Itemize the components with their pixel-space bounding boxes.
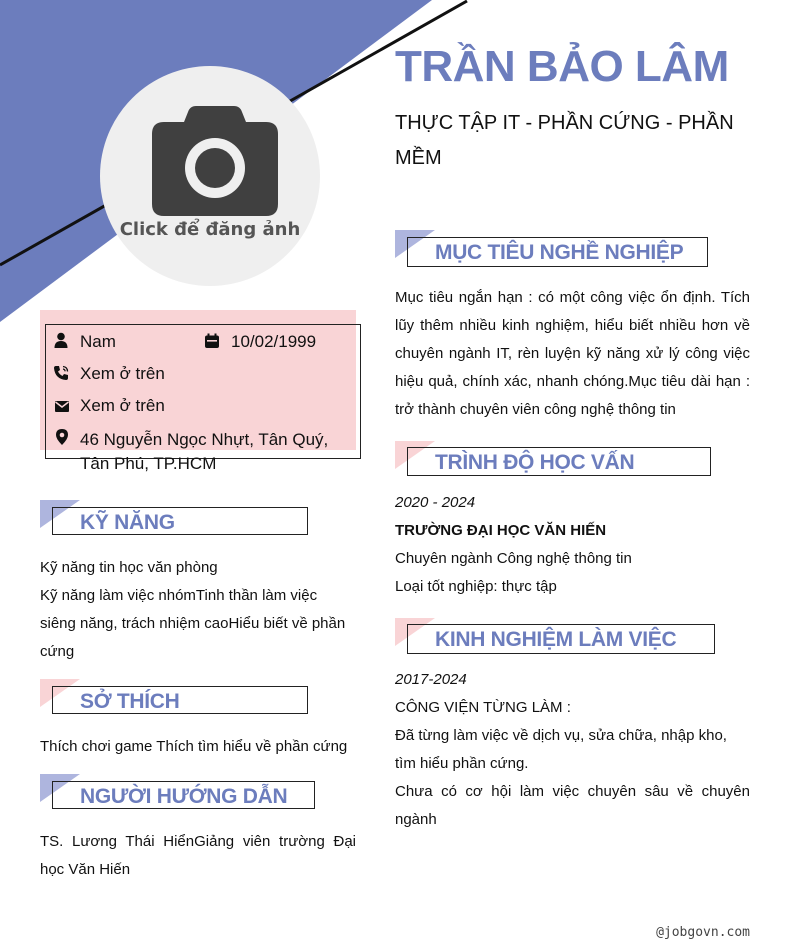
skills-text: Kỹ năng tin học văn phòng Kỹ năng làm việc nhómTinh thần làm việc siêng năng, trách nhiệm caoHiểu biết về phần cứng [40, 559, 346, 660]
education-grade: Loại tốt nghiệp: thực tập [395, 578, 557, 595]
objective-text: Mục tiêu ngắn hạn : có một công việc ổn định. Tích lũy thêm nhiều kinh nghiệm, hiểu biết nhiều hơn về chuyên ngành IT, rèn luyện kỹ năng xử lý công việc hiệu quả, chính xác, nhanh chóng.Mục tiêu dài hạn : trở thành chuyên viên công nghệ thông tin [395, 289, 750, 418]
experience-company: CÔNG VIỆN TỪNG LÀM : [395, 699, 571, 716]
calendar-icon [204, 333, 220, 349]
objective-title: MỤC TIÊU NGHỀ NGHIỆP [435, 241, 684, 264]
job-position: THỰC TẬP IT - PHẦN CỨNG - PHẦN MỀM [395, 112, 734, 169]
address-value: 46 Nguyễn Ngọc Nhựt, Tân Quý, Tân Phú, TP.HCM [80, 430, 329, 473]
experience-desc-1: Đã từng làm việc về dịch vụ, sửa chữa, nhập kho, tìm hiểu phần cứng. [395, 727, 727, 772]
footer-brand: @jobgovn.com [656, 925, 750, 940]
phone-icon [53, 365, 69, 381]
camera-icon [152, 106, 278, 216]
mentor-title: NGƯỜI HƯỚNG DẪN [80, 785, 288, 808]
photo-upload[interactable] [100, 66, 320, 286]
dob-value: 10/02/1999 [231, 332, 317, 351]
personal-info [45, 324, 361, 473]
candidate-name: TRẦN BẢO LÂM [395, 42, 729, 91]
photo-label: Click để đăng ảnh [119, 219, 301, 240]
experience-desc-2: Chưa có cơ hội làm việc chuyên sâu về chuyên ngành [395, 783, 750, 828]
experience-title: KINH NGHIỆM LÀM VIỆC [435, 628, 677, 651]
location-icon [54, 429, 70, 445]
education-title: TRÌNH ĐỘ HỌC VẤN [435, 451, 635, 474]
phone-value: Xem ở trên [80, 364, 165, 383]
person-icon [53, 332, 69, 348]
mentor-text: TS. Lương Thái HiểnGiảng viên trường Đại học Văn Hiến [40, 833, 356, 878]
hobbies-text: Thích chơi game Thích tìm hiểu về phần cứng [40, 738, 348, 755]
education-school: TRƯỜNG ĐẠI HỌC VĂN HIẾN [395, 522, 607, 539]
skills-title: KỸ NĂNG [80, 511, 175, 534]
gender-value: Nam [80, 332, 116, 351]
experience-period: 2017-2024 [395, 671, 467, 688]
email-icon [54, 398, 70, 414]
email-value: Xem ở trên [80, 396, 165, 415]
education-major: Chuyên ngành Công nghệ thông tin [395, 550, 632, 567]
education-period: 2020 - 2024 [395, 494, 476, 511]
hobbies-title: SỞ THÍCH [80, 690, 180, 713]
